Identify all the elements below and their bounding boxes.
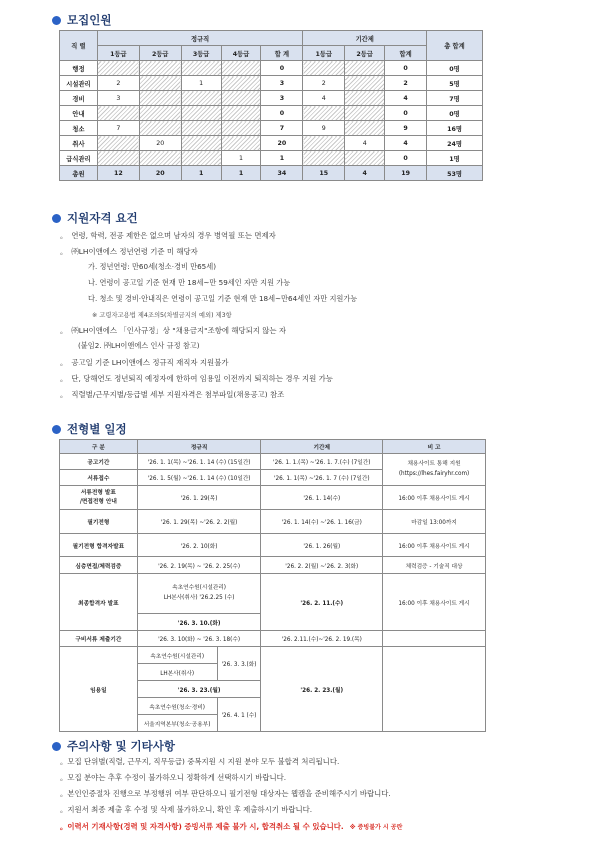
cell: 1: [181, 166, 221, 181]
row-label: 공고기간: [60, 454, 138, 470]
schedule-header: 정규직: [137, 440, 261, 454]
row-label: 총원: [60, 166, 98, 181]
grade-header: 2등급: [345, 46, 385, 61]
cell: 7: [261, 121, 303, 136]
cell: 0: [261, 106, 303, 121]
qual-item: 。 공고일 기준 LH이앤에스 정규직 재직자 지원불가: [60, 358, 229, 367]
table-row: [60, 61, 483, 76]
cell: '26. 2. 10(화): [137, 534, 261, 557]
cell: [181, 151, 221, 166]
cell: '26. 1. 5(월) ~'26. 1. 14 (수) (10일간): [137, 470, 261, 486]
cell: 1: [221, 166, 261, 181]
cell: [303, 106, 345, 121]
cell: 1: [221, 151, 261, 166]
cell: '26. 2. 23.(월): [261, 647, 383, 732]
bullet-dot-icon: [52, 425, 61, 434]
remark-cell: 채용사이트 통해 지원 (https://lhes.fairyhr.com): [383, 454, 486, 486]
table-row: [60, 647, 486, 664]
cell: 3: [261, 76, 303, 91]
cell: 2: [303, 76, 345, 91]
cell: 4: [303, 91, 345, 106]
grade-header: 1등급: [303, 46, 345, 61]
section-title-recruit-text: 모집인원: [67, 13, 112, 27]
qual-sub: 다. 청소 및 경비·안내직은 연령이 공고일 기준 현재 만 18세~만64세인 자만 지원가능: [88, 294, 358, 303]
row-label: 임용일: [60, 647, 138, 732]
cell: [345, 106, 385, 121]
cell: '26. 3. 10(화) ~ '26. 3. 18(수): [137, 631, 261, 647]
cell: 0: [385, 151, 427, 166]
cell: 24명: [427, 136, 483, 151]
section-title-caution: [52, 738, 175, 754]
cell: LH본사(취사): [137, 664, 217, 681]
cell: 7명: [427, 91, 483, 106]
row-label: 급식관리: [60, 151, 98, 166]
cell: 4: [385, 91, 427, 106]
cell: 34: [261, 166, 303, 181]
header-term: 기간제: [303, 31, 427, 46]
cell: 0명: [427, 106, 483, 121]
cell: 5명: [427, 76, 483, 91]
row-label: 청소: [60, 121, 98, 136]
bullet-dot-icon: [52, 742, 61, 751]
table-row: [60, 574, 486, 614]
cell: [97, 136, 139, 151]
caution-item: 。지원서 최종 제출 후 수정 및 삭제 불가하오니, 확인 후 제출하시기 바랍니다.: [60, 805, 313, 814]
recruit-table: [59, 30, 483, 181]
cell: 20: [139, 166, 181, 181]
cell: 19: [385, 166, 427, 181]
section-title-schedule: [52, 421, 127, 437]
cell: [97, 61, 139, 76]
cell: '26. 4. 1 (수): [217, 698, 261, 732]
cell: [383, 647, 486, 732]
cell: [221, 136, 261, 151]
cell: '26. 1. 26(월): [261, 534, 383, 557]
cell: 속초연수원(시설관리): [137, 647, 217, 664]
cell: 7: [97, 121, 139, 136]
cell: '26. 2. 2(월) ~'26. 2. 3(화): [261, 557, 383, 574]
grade-header: 3등급: [181, 46, 221, 61]
cell: [139, 91, 181, 106]
grade-header: 합계: [385, 46, 427, 61]
grade-header: 1등급: [97, 46, 139, 61]
cell: '26. 3. 23.(월): [137, 681, 261, 698]
cell: 16명: [427, 121, 483, 136]
qual-text: 직렬별/근무지별/등급별 세부 지원자격은 첨부파일(채용공고) 참조: [71, 390, 285, 399]
cell: 9: [385, 121, 427, 136]
cell: [221, 61, 261, 76]
caution-text: 지원서 최종 제출 후 수정 및 삭제 불가하오니, 확인 후 제출하시기 바랍니다.: [67, 805, 313, 814]
cell: 15: [303, 166, 345, 181]
cell: '26. 2. 19(목) ~ '26. 2. 25(수): [137, 557, 261, 574]
cell: 2: [97, 76, 139, 91]
cell: [303, 61, 345, 76]
cell: [181, 136, 221, 151]
cell: '26. 3. 10.(화): [137, 614, 261, 631]
cell: [139, 61, 181, 76]
cell: [383, 631, 486, 647]
row-label: 필기전형: [60, 510, 138, 534]
table-row: [60, 121, 483, 136]
cell: [221, 76, 261, 91]
table-row: [60, 534, 486, 557]
header-regular: 정규직: [97, 31, 302, 46]
cell: 0명: [427, 61, 483, 76]
qual-item: 。 직렬별/근무지별/등급별 세부 지원자격은 첨부파일(채용공고) 참조: [60, 390, 285, 399]
caution-red-note: ※ 증빙불가 시 공란: [349, 824, 403, 831]
qual-note: ※ 고령자고용법 제4조의5(차별금지의 예외) 제3항: [92, 312, 232, 319]
cell: [181, 61, 221, 76]
schedule-header: 구 분: [60, 440, 138, 454]
cell: [221, 121, 261, 136]
cell: 3: [261, 91, 303, 106]
table-row: [60, 151, 483, 166]
caution-red-text: 이력서 기재사항(경력 및 자격사항) 증빙서류 제출 불가 시, 합격취소 될 수 있습니다.: [67, 822, 344, 831]
schedule-header: 비 고: [383, 440, 486, 454]
cell: 4: [345, 136, 385, 151]
cell: 20: [261, 136, 303, 151]
bullet-dot-icon: [52, 214, 61, 223]
cell: [303, 151, 345, 166]
cell: [181, 91, 221, 106]
cell: 속초연수원(청소·경비): [137, 698, 217, 715]
cell: '26. 1. 29(목): [137, 486, 261, 510]
section-title-schedule-text: 전형별 일정: [67, 422, 127, 436]
cell: '26. 1. 1(목) ~'26. 1. 7 (수) (7일간): [261, 470, 383, 486]
grade-header: 2등급: [139, 46, 181, 61]
cell: [139, 121, 181, 136]
cell: '26. 2.11.(수)~'26. 2. 19.(목): [261, 631, 383, 647]
cell: 9: [303, 121, 345, 136]
cell: 3: [97, 91, 139, 106]
qual-sub: 가. 정년연령: 만60세(청소·경비 만65세): [88, 262, 217, 271]
table-row: [60, 136, 483, 151]
remark-cell: 체력검증 - 기술직 대상: [383, 557, 486, 574]
qual-text: ㈜LH이앤에스 「인사규정」상 "채용금지"조항에 해당되지 않는 자: [71, 326, 287, 335]
cell: [181, 121, 221, 136]
cell: 53명: [427, 166, 483, 181]
row-label: 경비: [60, 91, 98, 106]
header-total: 총 합계: [427, 31, 483, 61]
row-label: 심층면접/체력검증: [60, 557, 138, 574]
remark-cell: 16:00 이후 채용사이트 게시: [383, 486, 486, 510]
cell: [345, 91, 385, 106]
caution-item: 。모집 분야는 추후 수정이 불가하오니 정확하게 선택하시기 바랍니다.: [60, 773, 287, 782]
cell: 12: [97, 166, 139, 181]
caution-text: 본인인증절차 진행으로 부정행위 여부 판단하오니 필기전형 대상자는 웹캠을 준비해주시기 바랍니다.: [67, 789, 391, 798]
cell: 속초연수원(시설관리) LH본사(취사) '26.2.25 (수): [137, 574, 261, 614]
qual-item: 。 ㈜LH이앤에스 「인사규정」상 "채용금지"조항에 해당되지 않는 자: [60, 326, 287, 335]
cell: [139, 76, 181, 91]
caution-item-red: 。이력서 기재사항(경력 및 자격사항) 증빙서류 제출 불가 시, 합격취소 될 수 있습니다. ※ 증빙불가 시 공란: [60, 822, 403, 831]
remark-cell: 16:00 이후 채용사이트 게시: [383, 534, 486, 557]
qual-item: 。 단, 당해연도 정년퇴직 예정자에 한하여 임용일 이전까지 퇴직하는 경우 지원 가능: [60, 374, 333, 383]
caution-item: 。본인인증절차 진행으로 부정행위 여부 판단하오니 필기전형 대상자는 웹캠을 준비해주시기 바랍니다.: [60, 789, 391, 798]
cell: 0: [385, 106, 427, 121]
bullet-dot-icon: [52, 16, 61, 25]
table-row: [60, 557, 486, 574]
qual-text: 공고일 기준 LH이앤에스 정규직 재직자 지원불가: [71, 358, 229, 367]
grade-header: 4등급: [221, 46, 261, 61]
cell: '26. 3. 3.(화): [217, 647, 261, 681]
table-row: [60, 486, 486, 510]
cell: '26. 1. 1.(목) ~'26. 1. 7.(수) (7일간): [261, 454, 383, 470]
grade-header: 합 계: [261, 46, 303, 61]
table-row: [60, 510, 486, 534]
row-label: 취사: [60, 136, 98, 151]
cell: [345, 151, 385, 166]
row-label: 서류전형 발표 /면접전형 안내: [60, 486, 138, 510]
cell: 1명: [427, 151, 483, 166]
section-title-qual-text: 지원자격 요건: [67, 211, 138, 225]
row-label: 안내: [60, 106, 98, 121]
cell: '26. 1. 14(수) ~'26. 1. 16(금): [261, 510, 383, 534]
qual-sub: 나. 연령이 공고일 기준 현재 만 18세~만 59세인 자만 지원 가능: [88, 278, 291, 287]
cell: [181, 106, 221, 121]
caution-text: 모집 분야는 추후 수정이 불가하오니 정확하게 선택하시기 바랍니다.: [67, 773, 287, 782]
row-label: 최종합격자 발표: [60, 574, 138, 631]
cell: 4: [345, 166, 385, 181]
table-row: [60, 91, 483, 106]
table-row: [60, 631, 486, 647]
cell: [221, 106, 261, 121]
cell: '26. 1. 29(목) ~'26. 2. 2(월): [137, 510, 261, 534]
header-job: 직 렬: [60, 31, 98, 61]
cell: [345, 76, 385, 91]
caution-item: 。모집 단위별(직렬, 근무지, 직무등급) 중복지원 시 지원 분야 모두 불합격 처리됩니다.: [60, 757, 340, 766]
qual-text: ㈜LH이앤에스 정년연령 기준 미 해당자: [71, 247, 198, 256]
cell: [139, 151, 181, 166]
table-row: [60, 454, 486, 470]
row-label: 구비서류 제출기간: [60, 631, 138, 647]
remark-cell: 16:00 이후 채용사이트 게시: [383, 574, 486, 631]
table-row: [60, 106, 483, 121]
qual-note: (붙임2. ㈜LH이앤에스 인사 규정 참고): [78, 341, 200, 350]
table-row-total: [60, 166, 483, 181]
cell: 20: [139, 136, 181, 151]
cell: '26. 1. 1(목) ~'26. 1. 14 (수) (15일간): [137, 454, 261, 470]
row-label: 시설관리: [60, 76, 98, 91]
cell: [345, 61, 385, 76]
caution-text: 모집 단위별(직렬, 근무지, 직무등급) 중복지원 시 지원 분야 모두 불합격 처리됩니다.: [67, 757, 340, 766]
qual-text: 연령, 학력, 전공 제한은 없으며 남자의 경우 병역필 또는 면제자: [71, 231, 276, 240]
cell: 1: [181, 76, 221, 91]
qual-item: 。 연령, 학력, 전공 제한은 없으며 남자의 경우 병역필 또는 면제자: [60, 231, 276, 240]
cell: [345, 121, 385, 136]
cell: [97, 151, 139, 166]
remark-cell: 마감일 13:00까지: [383, 510, 486, 534]
cell: [139, 106, 181, 121]
schedule-table: [59, 439, 486, 732]
section-title-qual: [52, 210, 138, 226]
cell: 서울지역본부(청소·공용부): [137, 715, 217, 732]
row-label: 행정: [60, 61, 98, 76]
cell: 1: [261, 151, 303, 166]
cell: [221, 91, 261, 106]
row-label: 필기전형 합격자발표: [60, 534, 138, 557]
section-title-caution-text: 주의사항 및 기타사항: [67, 739, 175, 753]
qual-item: 。 ㈜LH이앤에스 정년연령 기준 미 해당자: [60, 247, 198, 256]
cell: '26. 2. 11.(수): [261, 574, 383, 631]
cell: 4: [385, 136, 427, 151]
schedule-header: 기간제: [261, 440, 383, 454]
cell: [303, 136, 345, 151]
section-title-recruit: [52, 12, 111, 28]
cell: [97, 106, 139, 121]
cell: 2: [385, 76, 427, 91]
cell: '26. 1. 14(수): [261, 486, 383, 510]
cell: 0: [385, 61, 427, 76]
cell: 0: [261, 61, 303, 76]
row-label: 서류접수: [60, 470, 138, 486]
qual-text: 단, 당해연도 정년퇴직 예정자에 한하여 임용일 이전까지 퇴직하는 경우 지원 가능: [71, 374, 333, 383]
table-row: [60, 76, 483, 91]
